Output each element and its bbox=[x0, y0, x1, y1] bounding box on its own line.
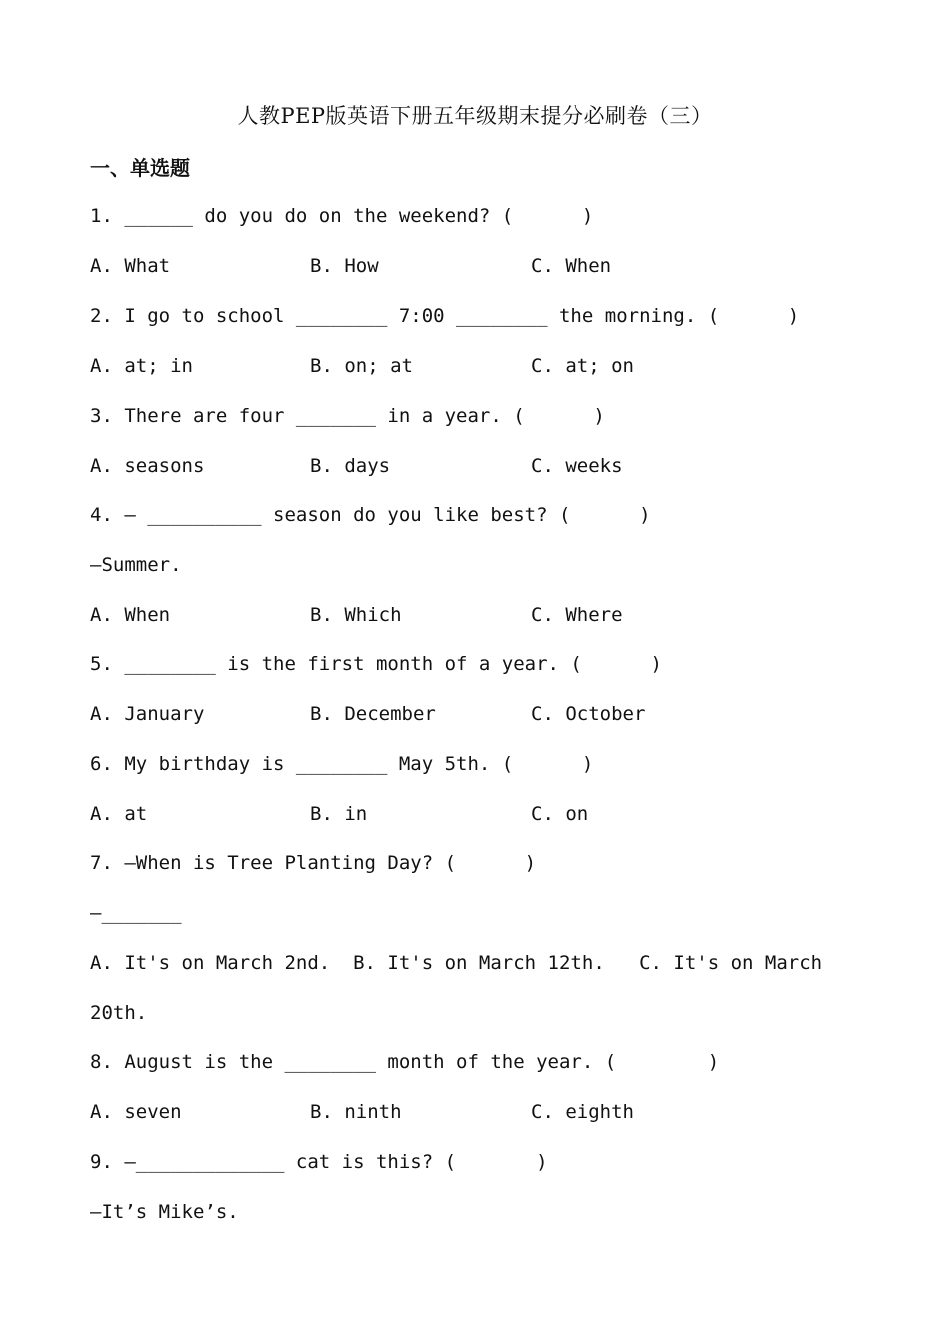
question-4: 4. — __________ season do you like best? ( ) bbox=[90, 504, 651, 526]
option-c: C. When bbox=[531, 255, 612, 277]
question-3: 3. There are four _______ in a year. ( ) bbox=[90, 405, 605, 427]
option-b: B. in bbox=[310, 803, 368, 825]
option-c: C. eighth bbox=[531, 1101, 634, 1123]
question-9-reply: —It’s Mike’s. bbox=[90, 1201, 239, 1223]
question-1: 1. ______ do you do on the weekend? ( ) bbox=[90, 205, 594, 227]
option-a: A. at; in bbox=[90, 355, 193, 377]
question-7: 7. —When is Tree Planting Day? ( ) bbox=[90, 852, 537, 874]
question-4-reply: —Summer. bbox=[90, 554, 182, 576]
question-2: 2. I go to school ________ 7:00 ________ the morning. ( ) bbox=[90, 305, 800, 327]
question-9: 9. —_____________ cat is this? ( ) bbox=[90, 1151, 548, 1173]
option-c: C. October bbox=[531, 703, 646, 725]
option-b: B. December bbox=[310, 703, 436, 725]
option-b: B. on; at bbox=[310, 355, 413, 377]
option-c: C. weeks bbox=[531, 455, 623, 477]
option-a: A. January bbox=[90, 703, 205, 725]
option-b: B. How bbox=[310, 255, 379, 277]
question-7-reply: —_______ bbox=[90, 902, 182, 924]
page-title: 人教PEP版英语下册五年级期末提分必刷卷（三） bbox=[237, 104, 713, 128]
option-a: A. What bbox=[90, 255, 171, 277]
option-c: C. on bbox=[531, 803, 589, 825]
option-c: C. at; on bbox=[531, 355, 634, 377]
question-7-options-line-2: 20th. bbox=[90, 1002, 148, 1024]
option-a: A. seven bbox=[90, 1101, 182, 1123]
question-5: 5. ________ is the first month of a year. ( ) bbox=[90, 653, 662, 675]
option-b: B. Which bbox=[310, 604, 402, 626]
option-c: C. Where bbox=[531, 604, 623, 626]
option-a: A. seasons bbox=[90, 455, 205, 477]
option-b: B. ninth bbox=[310, 1101, 402, 1123]
question-8: 8. August is the ________ month of the year. ( ) bbox=[90, 1051, 720, 1073]
option-a: A. When bbox=[90, 604, 171, 626]
option-b: B. days bbox=[310, 455, 391, 477]
option-a: A. at bbox=[90, 803, 148, 825]
section-heading: 一、单选题 bbox=[90, 156, 190, 180]
question-7-options-line-1: A. It's on March 2nd. B. It's on March 12th. C. It's on March bbox=[90, 952, 823, 974]
question-6: 6. My birthday is ________ May 5th. ( ) bbox=[90, 753, 594, 775]
